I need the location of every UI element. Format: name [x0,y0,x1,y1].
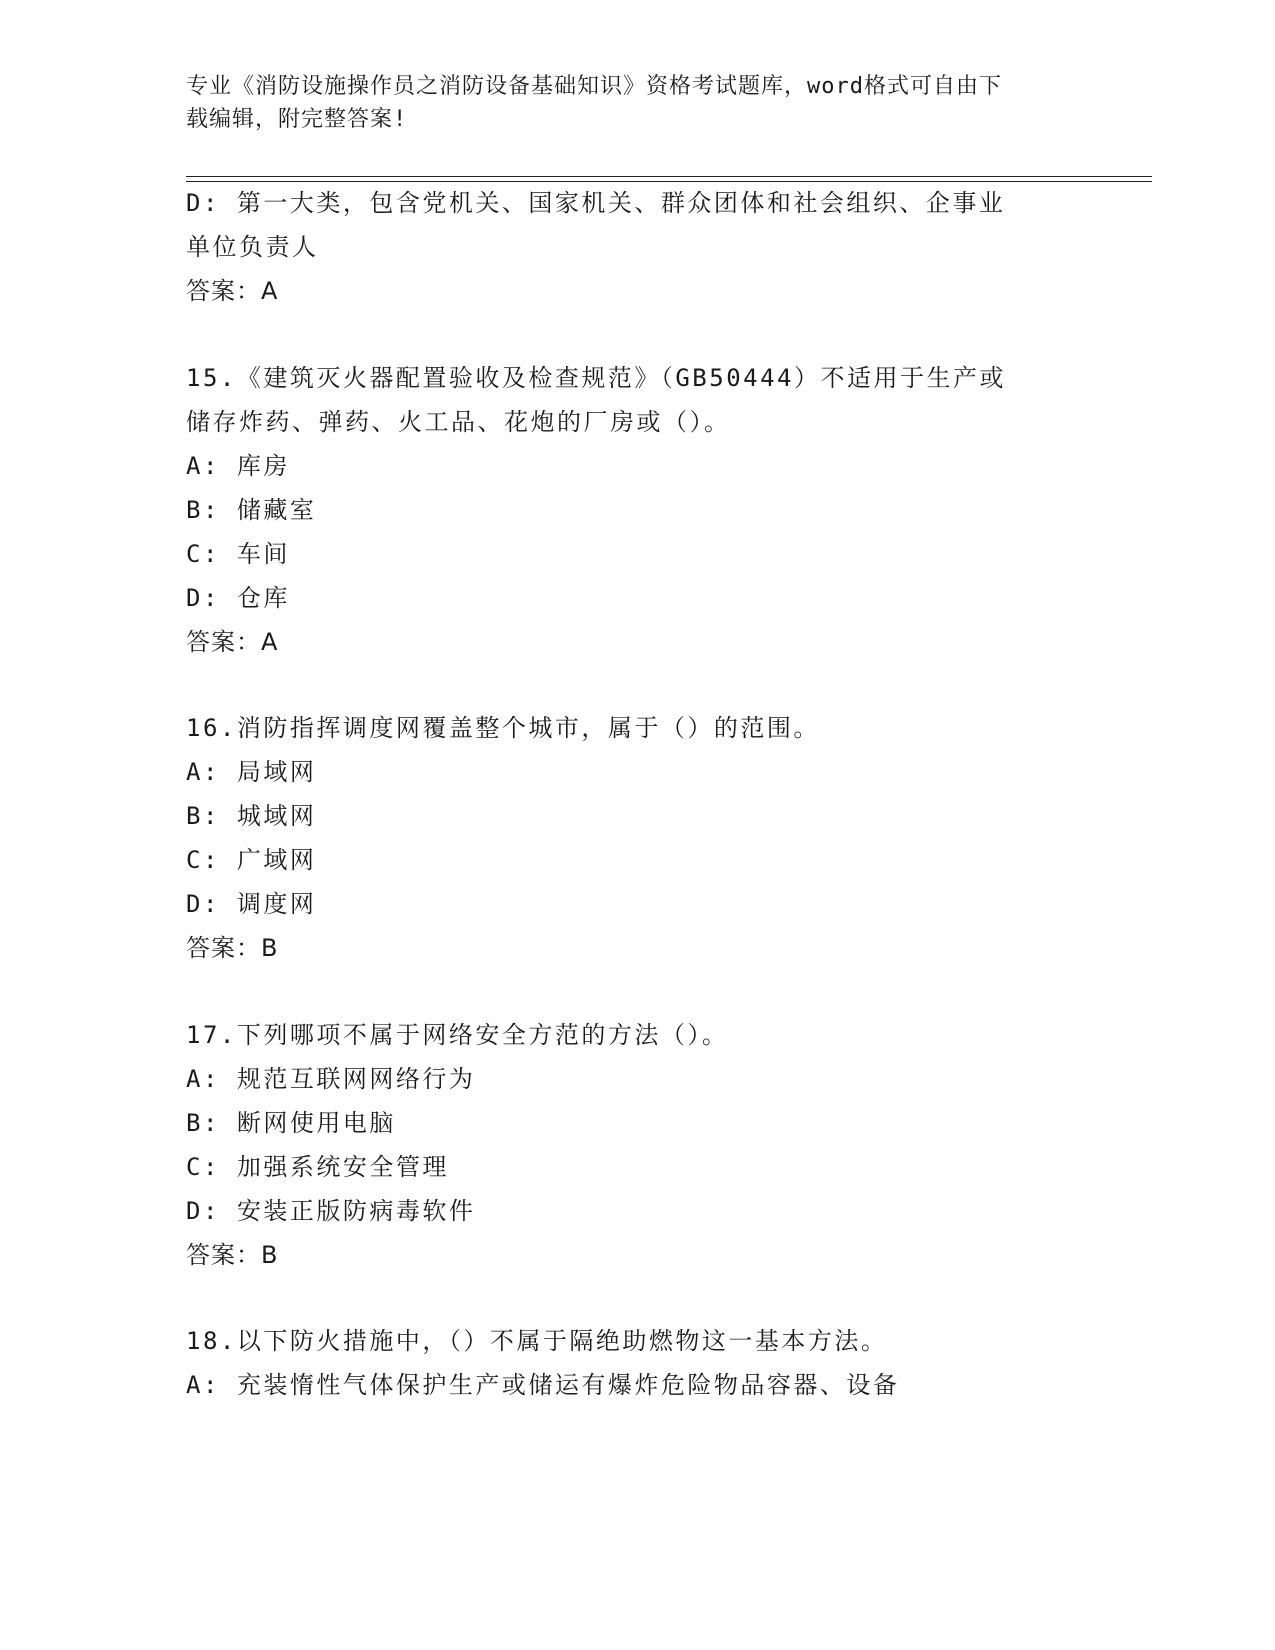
q16-stem: 16.消防指挥调度网覆盖整个城市，属于（）的范围。 [186,714,820,742]
header-line-1: 专业《消防设施操作员之消防设备基础知识》资格考试题库，word格式可自由下 [186,74,1002,99]
q16-option-b: B: 城域网 [186,802,317,830]
q15-stem-line2: 储存炸药、弹药、火工品、花炮的厂房或（）。 [186,408,731,436]
header-divider-top [186,176,1152,177]
q15-option-a: A: 库房 [186,452,290,480]
q16-answer: 答案：B [186,934,279,962]
q17-option-b: B: 断网使用电脑 [186,1109,396,1137]
q15-option-b: B: 储藏室 [186,496,317,524]
q17-answer: 答案：B [186,1241,279,1269]
q18-stem: 18.以下防火措施中，（）不属于隔绝助燃物这一基本方法。 [186,1327,888,1355]
q16-option-d: D: 调度网 [186,890,317,918]
header-divider-bottom [186,181,1152,182]
q15-answer: 答案：A [186,628,279,656]
q16-option-a: A: 局域网 [186,758,317,786]
q17-stem: 17.下列哪项不属于网络安全方范的方法（）。 [186,1021,729,1049]
q17-option-a: A: 规范互联网网络行为 [186,1065,476,1093]
q14-option-d-line2: 单位负责人 [186,233,319,261]
header-line-2: 载编辑，附完整答案! [186,107,408,132]
q16-option-c: C: 广域网 [186,846,317,874]
q15-option-c: C: 车间 [186,540,290,568]
q18-option-a: A: 充装惰性气体保护生产或储运有爆炸危险物品容器、设备 [186,1371,900,1399]
document-header [186,70,1086,136]
q14-option-d-line1: D: 第一大类，包含党机关、国家机关、群众团体和社会组织、企事业 [186,189,1006,217]
q14-answer: 答案：A [186,277,279,305]
q17-option-c: C: 加强系统安全管理 [186,1153,449,1181]
q15-option-d: D: 仓库 [186,584,290,612]
q17-option-d: D: 安装正版防病毒软件 [186,1197,476,1225]
q15-stem-line1: 15.《建筑灭火器配置验收及检查规范》（GB50444）不适用于生产或 [186,364,1006,392]
